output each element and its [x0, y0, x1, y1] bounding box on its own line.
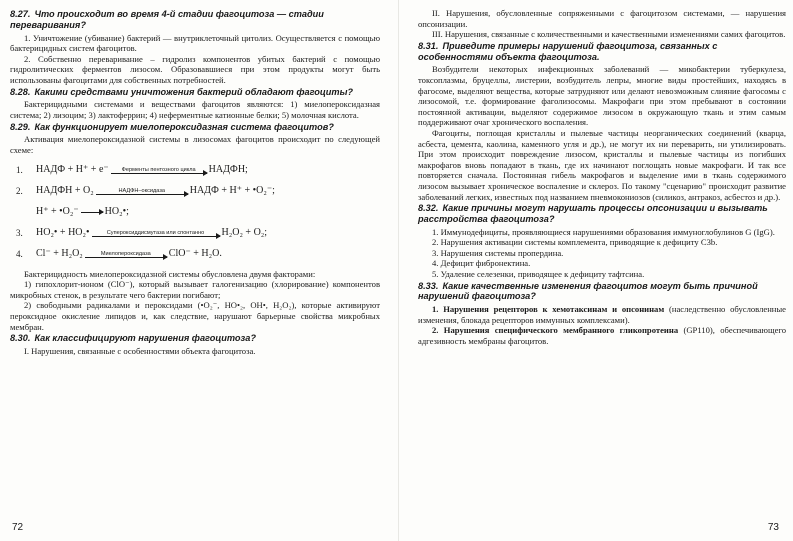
question-number: 8.33.	[418, 280, 439, 291]
equation	[16, 160, 380, 181]
question-heading	[418, 203, 786, 225]
equation-products: ClO⁻ + H₂O.	[168, 247, 222, 259]
bold-term: 1. Нарушения рецепторов к хемотаксинам и опсонинам	[432, 304, 665, 315]
page-gutter	[398, 0, 399, 541]
paragraph	[418, 325, 786, 346]
paragraph: Бактерицидными системами и веществами фагоцитов являются: 1) миелопероксидазная система; 2) лизоцим; 3) лактоферрин; 4) неферментные катионные белки; 5) молочная кислота.	[10, 99, 380, 120]
paragraph: Бактерицидность миелопероксидазной системы обусловлена двумя факторами:	[24, 268, 316, 279]
paragraph: II. Нарушения, обусловленные сопряженными с фагоцитозом системами, — нарушения опсонизации.	[418, 8, 786, 29]
list-item: 2. Нарушения активации системы комплемента, приводящие к дефициту C3b.	[432, 237, 718, 248]
paragraph: 1. Уничтожение (убивание) бактерий — внутриклеточный цитолиз. Осуществляется с помощью бактерицидных систем фагоцитов.	[10, 32, 380, 54]
paragraph: Активация миелопероксидазной системы в лизосомах фагоцитов происходит по следующей схеме:	[10, 134, 380, 155]
question-number: 8.32.	[418, 203, 439, 214]
paragraph-text: (GP110), обеспечивающего адгезивность мембраны фагоцитов.	[418, 325, 786, 347]
list-item: 5. Удаление селезенки, приводящее к дефициту тафтсина.	[432, 269, 645, 280]
question-heading	[10, 333, 380, 344]
arrow-label: Супероксиддисмутаза или спонтанно	[106, 229, 205, 236]
paragraph: 1) гипохлорит-ионом (ClO⁻), который вызывает галогенизацию (хлорирование) компонентов микробных стенок, в результате чего бактерии погибают;	[10, 279, 380, 300]
reaction-scheme	[16, 160, 380, 265]
question-number: 8.28.	[10, 86, 31, 97]
question-heading	[10, 122, 380, 133]
reaction-arrow	[81, 212, 103, 213]
equation-reactants: Cl⁻ + H₂O₂	[36, 247, 83, 259]
equation-products: HO₂•;	[104, 205, 129, 217]
equation-reactants: НАДФН + O₂	[36, 184, 94, 196]
paragraph	[418, 304, 786, 325]
question-number: 8.30.	[10, 333, 31, 344]
question-text: Какие причины могут нарушать процессы опсонизации и вызывать расстройства фагоцитоза?	[418, 203, 768, 224]
equation-number: 2.	[16, 185, 23, 196]
arrow-label: НАДФН–оксидаза	[118, 187, 166, 194]
question-text: Какие качественные изменения фагоцитов могут быть причиной нарушений фагоцитоза?	[418, 280, 758, 302]
equation	[16, 244, 380, 265]
equation-products: H₂O₂ + O₂;	[221, 226, 268, 238]
list-item: 3. Нарушения системы пропердина.	[432, 247, 564, 258]
paragraph: Фагоциты, поглощая кристаллы и пылевые частицы неорганических соединений (кварца, асбеста, цемента, каолина, каменного угля и др.), не могут их ни переварить, ни утилизировать. При этом происходит повреждение лизосом, кристаллы и пылевые частицы из погибших макрофагов вновь попадают в ткань, где их начинают поглощать новые макрофаги. И так все повторяется сначала. Постоянная гибель макрофагов и выделение ими в ткань содержимого лизосом вызывает хроническое воспаление и склероз. По такому "сценарию" происходит развитие заболеваний легких, известных под названием пневмокониозов (силикоз, антракоз, асбестоз и др.).	[418, 127, 786, 202]
paragraph: 2. Собственно переваривание – гидролиз компонентов убитых бактерий с помощью гидролитических ферментов лизосом. Образовавшиеся при этом продукты могут быть использованы фагоцитами для собственных потребностей.	[10, 53, 380, 85]
question-text: Что происходит во время 4-й стадии фагоцитоза — стадии переваривания?	[10, 9, 324, 30]
equation-number: 4.	[16, 248, 23, 259]
question-number: 8.27.	[10, 9, 31, 19]
equation-reactants: HO₂• + HO₂•	[36, 226, 90, 238]
reaction-arrow	[96, 188, 188, 195]
question-text: Как функционирует миелопероксидазная система фагоцитов?	[34, 121, 334, 132]
question-heading	[10, 87, 380, 98]
paragraph: Возбудители некоторых инфекционных заболеваний — микобактерии туберкулеза, токсоплазмы, бруцеллы, листерии, возбудитель лепры, многие виды простейших, находясь в фагосоме, выделяют вещества, которые затрудняют или делают невозможным слияние фагосомы с лизосомой, т.е. формирование фаголизосомы. Макрофаги при этом пребывают в состоянии постоянной активации, выделяют содержимое лизосом в окружающую ткань и этим самым поддерживают очаг хронического воспаления.	[418, 64, 786, 128]
question-heading	[418, 41, 786, 63]
list-item: 4. Дефицит фибронектина.	[432, 258, 531, 269]
causes-list	[418, 227, 786, 280]
equation	[16, 181, 380, 202]
arrow-label: Миелопероксидаза	[100, 250, 151, 257]
equation-number: 3.	[16, 227, 23, 238]
page-number: 72	[12, 522, 24, 533]
page-number: 73	[767, 522, 779, 533]
list-item: 1. Иммунодефициты, проявляющиеся нарушениями образования иммуноглобулинов G (IgG).	[432, 226, 775, 237]
question-text: Приведите примеры нарушений фагоцитоза, связанных с особенностями объекта фагоцитоза.	[418, 40, 718, 62]
paragraph: 2) свободными радикалами и пероксидами (•O₂⁻, HO•₂, OH•, H₂O₂), которые активируют пероксидное окисление липидов и, как следствие, нарушают барьерные свойства микробных мембран.	[10, 300, 380, 332]
arrow-label: Ферменты пентозного цикла	[121, 166, 196, 173]
paragraph: III. Нарушения, связанные с количественными и качественными изменениями самих фагоцитов.	[432, 29, 786, 40]
paragraph: I. Нарушения, связанные с особенностями объекта фагоцитоза.	[24, 345, 256, 356]
question-number: 8.31.	[418, 40, 439, 51]
equation-products: НАДФН;	[208, 163, 248, 175]
equation	[16, 223, 380, 244]
equation	[16, 202, 380, 223]
reaction-arrow	[111, 167, 207, 174]
question-heading	[418, 281, 786, 303]
question-text: Какими средствами уничтожения бактерий обладают фагоциты?	[34, 86, 354, 97]
equation-reactants: H⁺ + •O₂⁻	[36, 205, 79, 217]
paragraph-text: (наследственно обусловленные изменения, блокада рецепторов иммунных комплексами).	[418, 304, 786, 325]
equation-reactants: НАДФ + H⁺ + e⁻	[36, 163, 109, 175]
right-page	[418, 8, 786, 347]
equation-number: 1.	[16, 164, 23, 175]
bold-term: 2. Нарушения специфического мембранного гликопротеина	[432, 325, 679, 336]
left-page	[10, 8, 380, 356]
question-text: Как классифицируют нарушения фагоцитоза?	[34, 333, 256, 344]
reaction-arrow	[92, 230, 220, 237]
question-heading	[10, 9, 380, 31]
question-number: 8.29.	[10, 121, 31, 132]
reaction-arrow	[85, 251, 167, 258]
equation-products: НАДФ + H⁺ + •O₂⁻;	[189, 184, 275, 196]
